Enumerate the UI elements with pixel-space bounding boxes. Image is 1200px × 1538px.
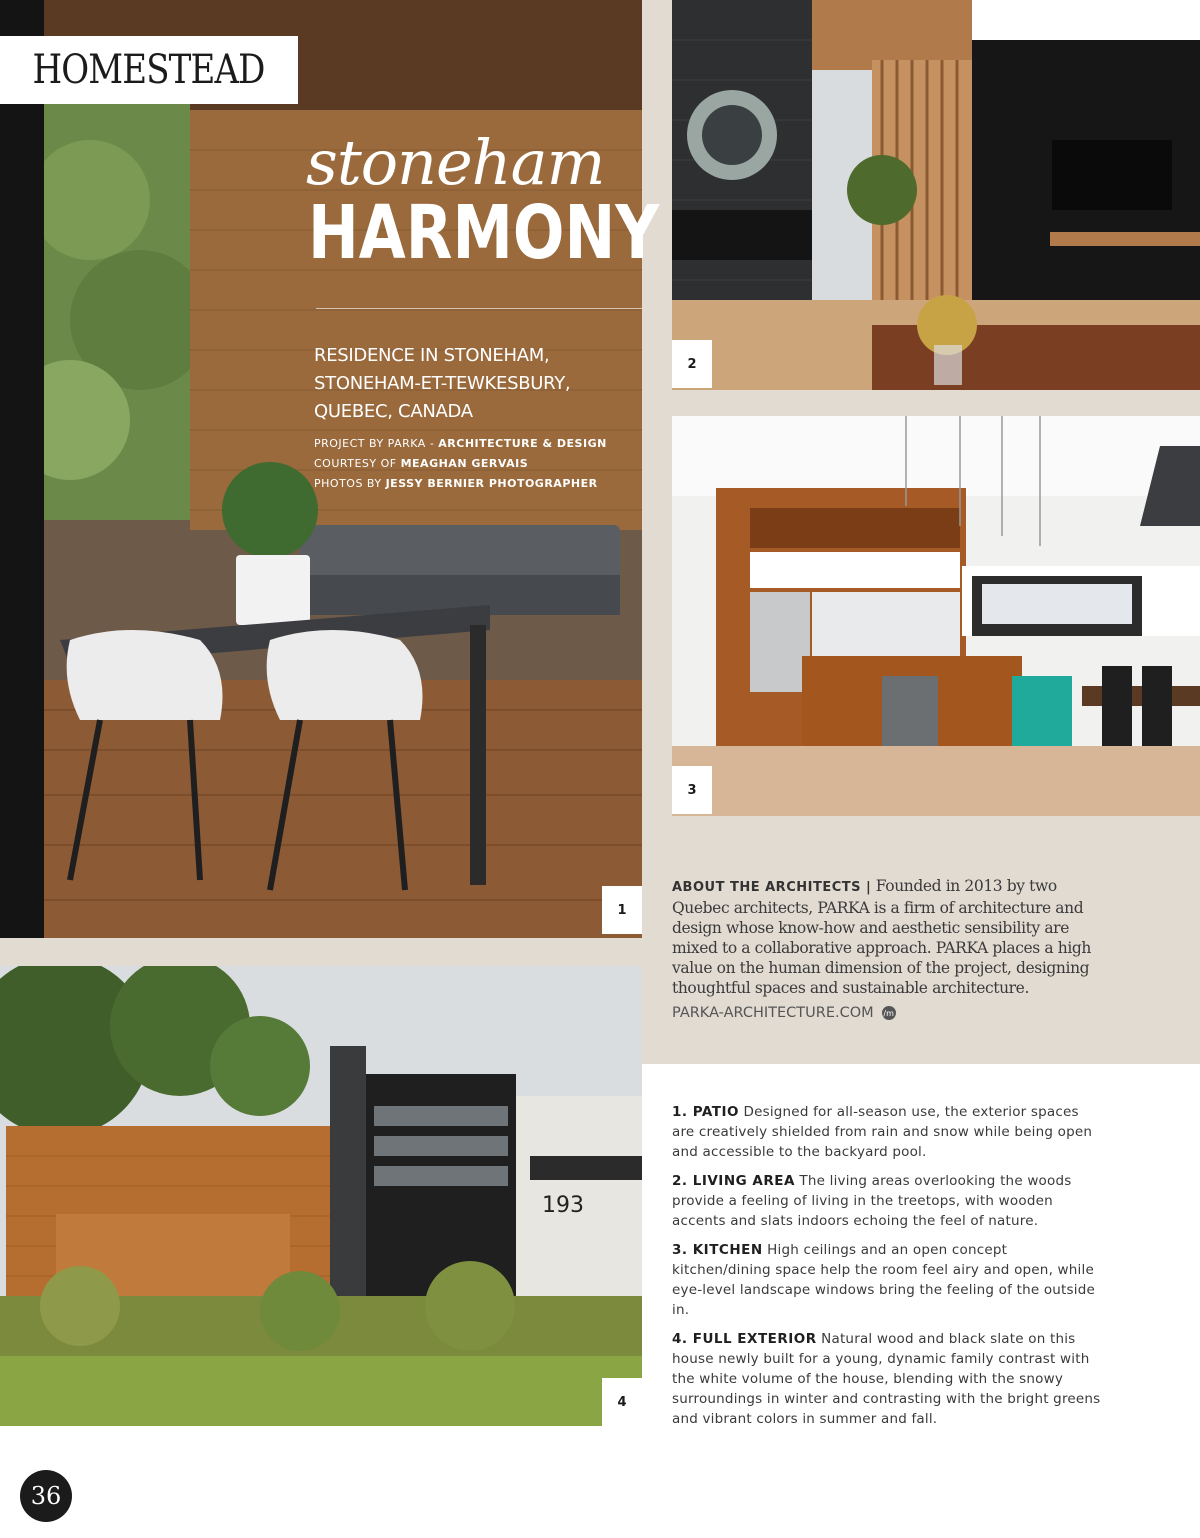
photo-number-4: 4 [602,1378,642,1426]
about-architects [672,876,1092,998]
article-title-bold: HARMONY [308,190,660,276]
photo-captions [672,1102,1102,1438]
caption-head: 4. FULL EXTERIOR [672,1331,817,1347]
caption-head: 3. KITCHEN [672,1242,763,1258]
caption-full-exterior [672,1329,1102,1429]
caption-text: Designed for all-season use, the exterior spaces are creatively shielded from rain and snow while being open and accessible to the backyard pool. [672,1104,1093,1160]
title-divider [316,308,642,309]
website-text[interactable]: PARKA-ARCHITECTURE.COM [672,1005,874,1021]
photo-number-1: 1 [602,886,642,934]
living-area-photo [672,0,1200,390]
credit-value: MEAGHAN GERVAIS [400,457,529,470]
house-number: 193 [542,1193,584,1218]
credit-label: PHOTOS BY [314,477,386,490]
caption-head: 2. LIVING AREA [672,1173,795,1189]
credit-line [314,474,607,494]
credit-value: ARCHITECTURE & DESIGN [438,437,607,450]
location-block [314,342,570,426]
photo-number-3: 3 [672,766,712,814]
article-title-italic: stoneham [306,126,605,199]
section-tag-label: HOMESTEAD [32,47,266,93]
caption-kitchen [672,1240,1102,1320]
credit-label: PROJECT BY PARKA - [314,437,439,450]
about-lead: ABOUT THE ARCHITECTS | [672,880,872,895]
caption-patio [672,1102,1102,1162]
credit-line [314,454,607,474]
caption-living-area [672,1171,1102,1231]
website-icon: /m [882,1006,896,1020]
page-number: 36 [20,1470,72,1522]
location-line: RESIDENCE IN STONEHAM, [314,345,550,366]
website-link[interactable] [672,1005,896,1021]
left-beige-strip [0,938,642,966]
exterior-photo [0,966,642,1426]
credit-label: COURTESY OF [314,457,401,470]
caption-text: High ceilings and an open concept kitchen/dining space help the room feel airy and open, while eye-level landscape windows bring the feeling of the outside in. [672,1242,1095,1318]
caption-text: The living areas overlooking the woods provide a feeling of living in the treetops, with wooden accents and slats indoors echoing the feel of nature. [672,1173,1072,1229]
photo-number-2: 2 [672,340,712,388]
location-line: STONEHAM-ET-TEWKESBURY, [314,373,571,394]
section-tag [0,36,298,104]
caption-head: 1. PATIO [672,1104,739,1120]
kitchen-photo [672,416,1200,816]
credit-line [314,434,607,454]
about-text: Founded in 2013 by two Quebec architects, PARKA is a firm of architecture and design whose know-how and aesthetic sensibility are mixed to a collaborative approach. PARKA places a high value on the human dimension of the project, designing thoughtful spaces and sustainable architecture. [672,877,1091,997]
credits-block [314,434,607,494]
caption-text: Natural wood and black slate on this house newly built for a young, dynamic family contrast with the white volume of the house, blending with the snowy surroundings in winter and contrasting with the bright greens and vibrant colors in summer and fall. [672,1331,1101,1427]
location-line: QUEBEC, CANADA [314,401,473,422]
credit-value: JESSY BERNIER PHOTOGRAPHER [385,477,598,490]
